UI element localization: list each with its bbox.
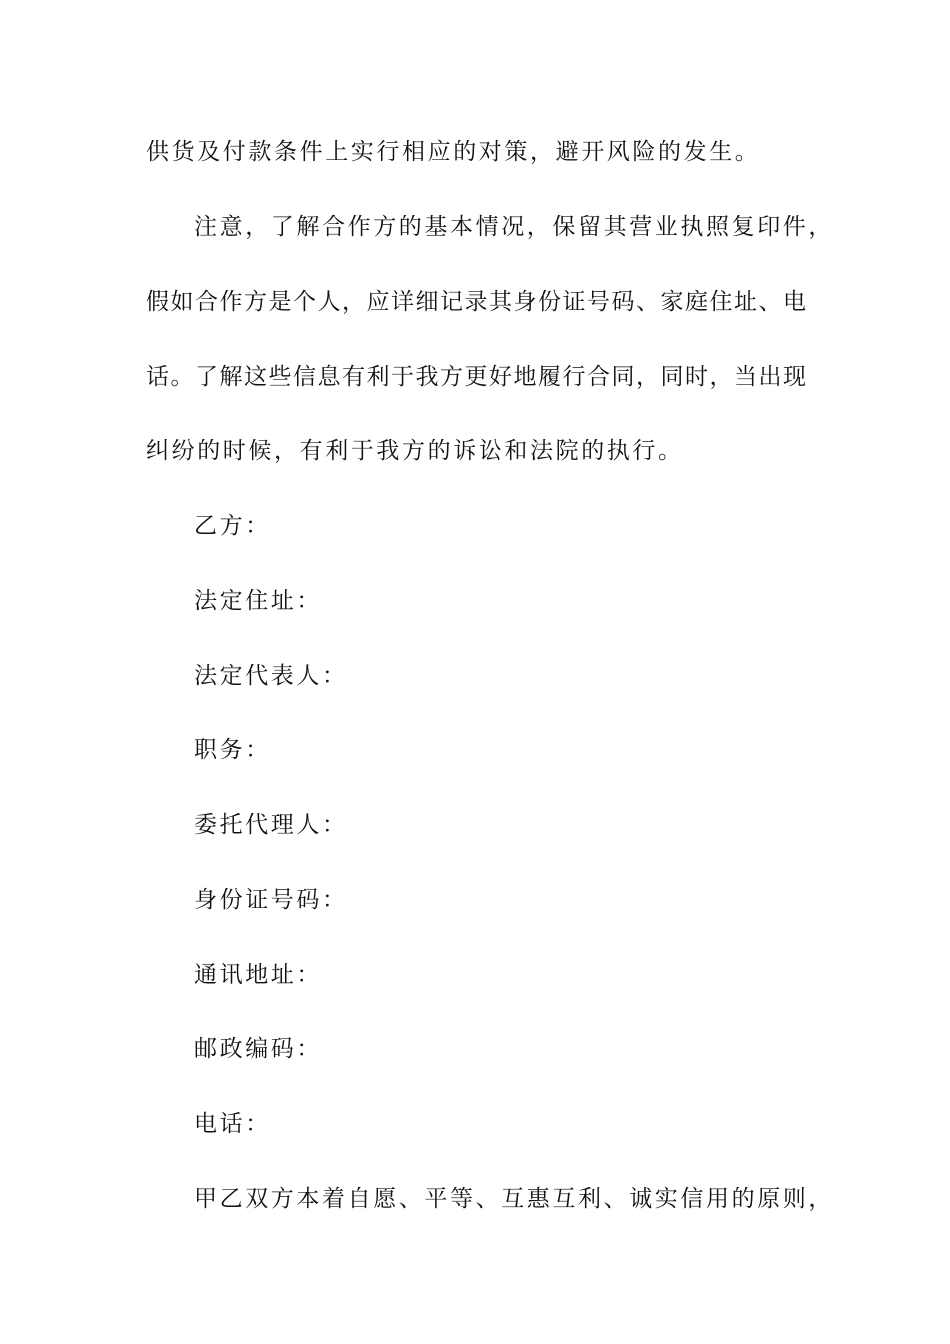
paragraph-line: 注意，了解合作方的基本情况，保留其营业执照复印件， xyxy=(194,214,834,240)
paragraph-line: 假如合作方是个人，应详细记录其身份证号码、家庭住址、电 xyxy=(146,289,806,315)
field-label-legal-address: 法定住址： xyxy=(194,588,322,614)
field-label-legal-representative: 法定代表人： xyxy=(194,663,348,689)
field-label-phone: 电话： xyxy=(194,1111,271,1137)
field-label-party-b: 乙方： xyxy=(194,513,271,539)
field-label-mailing-address: 通讯地址： xyxy=(194,962,322,988)
paragraph-line: 甲乙双方本着自愿、平等、互惠互利、诚实信用的原则， xyxy=(194,1186,834,1212)
paragraph-line: 话。了解这些信息有利于我方更好地履行合同，同时，当出现 xyxy=(146,364,806,390)
field-label-position: 职务： xyxy=(194,737,271,763)
field-label-postal-code: 邮政编码： xyxy=(194,1036,322,1062)
field-label-authorized-agent: 委托代理人： xyxy=(194,812,348,838)
field-label-id-number: 身份证号码： xyxy=(194,887,348,913)
paragraph-line: 供货及付款条件上实行相应的对策，避开风险的发生。 xyxy=(146,139,761,165)
paragraph-line: 纠纷的时候，有利于我方的诉讼和法院的执行。 xyxy=(146,438,684,464)
